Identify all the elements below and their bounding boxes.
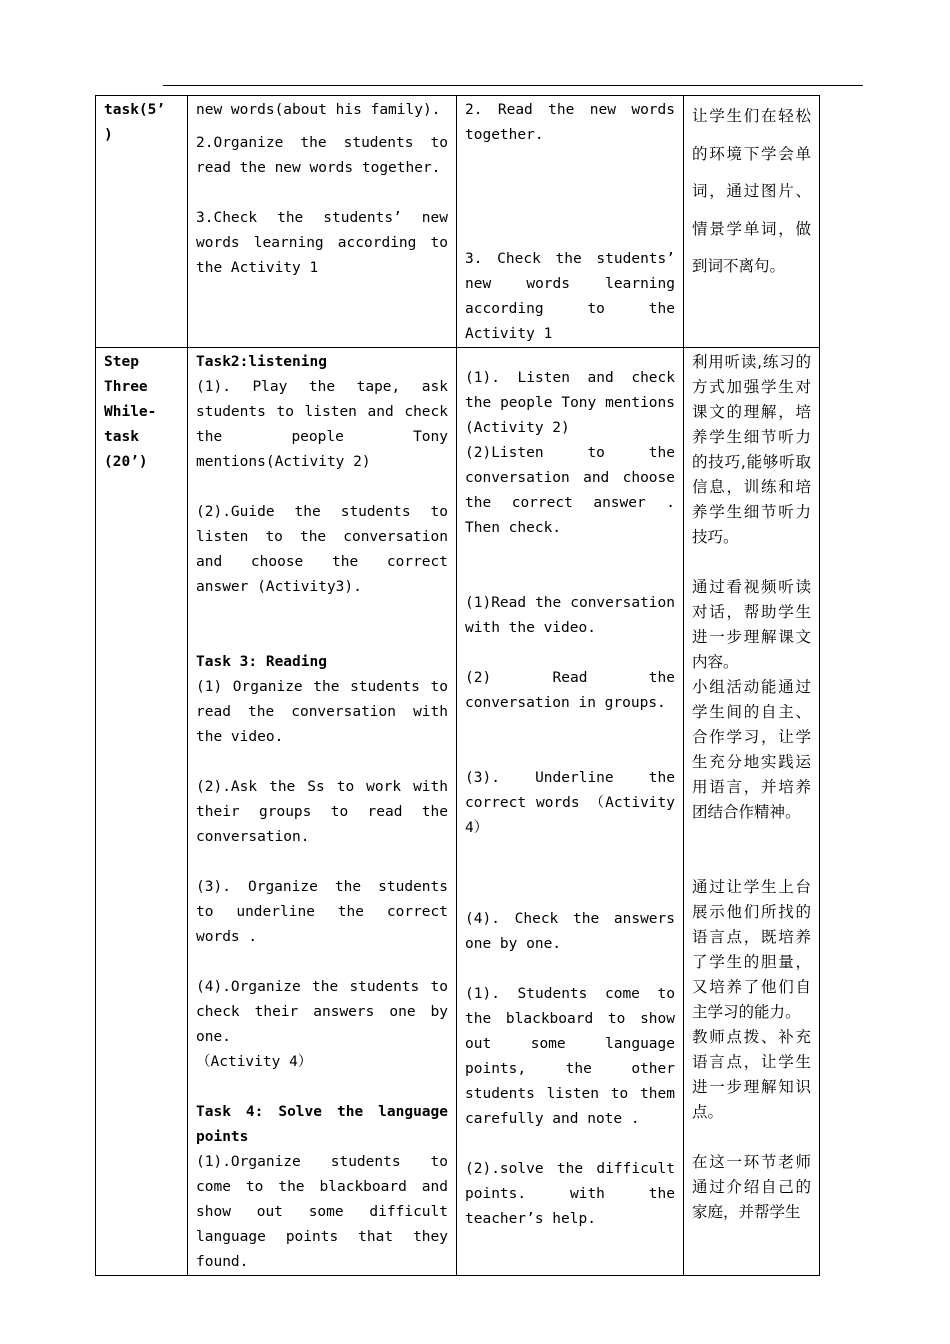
teacher-activity-text: (1).Organize students to come to the blackboard and show out some difficult language points that they found. [196,1154,448,1270]
teacher-activity-cell [188,96,457,348]
purpose-text: 小组活动能通过学生间的自主、合作学习，让学生充分地实践运用语言，并培养团结合作精神。 [692,678,811,821]
student-activity-cell [457,96,684,348]
student-activity-text: (1). Listen and check the people Tony mentions (Activity 2) [465,370,675,436]
step-text: (20’) [104,454,148,470]
teacher-activity-text: (1) Organize the students to read the conversation with the video. [196,679,448,745]
step-text: ) [104,127,113,143]
student-activity-text: 3. Check the students’ new words learning according to the Activity 1 [465,251,675,342]
step-text: While- [104,404,157,420]
teacher-activity-text: 2.Organize the students to read the new words together. [196,135,448,176]
purpose-text: 利用听读,练习的方式加强学生对课文的理解，培养学生细节听力的技巧,能够听取信息，训练和培养学生细节听力技巧。 [692,353,811,546]
step-text: task(5’ [104,102,166,118]
teacher-activity-text: 3.Check the students’ new words learning according to the Activity 1 [196,210,448,276]
step-text: Three [104,379,148,395]
teacher-activity-text: new words(about his family). [196,102,441,118]
student-activity-text: (2) Read the conversation in groups. [465,670,675,711]
purpose-text: 在这一环节老师通过介绍自己的家庭，并帮学生 [692,1153,811,1221]
step-text: Step [104,354,139,370]
purpose-text: 通过看视频听读对话，帮助学生进一步理解课文内容。 [692,578,811,671]
purpose-cell [684,96,820,348]
student-activity-text: 2. Read the new words together. [465,102,675,143]
task-heading: Task 3: Reading [196,654,327,670]
task-heading: Task 4: Solve the language points [196,1104,448,1145]
teacher-activity-cell [188,348,457,1276]
table-row [96,348,820,1276]
student-activity-text: (1)Read the conversation with the video. [465,595,675,636]
teacher-activity-text: (1). Play the tape, ask students to listen and check the people Tony mentions(Activity 2) [196,379,448,470]
student-activity-text: (3). Underline the correct words （Activity 4） [465,770,675,836]
teacher-activity-text: （Activity 4） [196,1054,313,1070]
purpose-text: 通过让学生上台展示他们所找的语言点，既培养了学生的胆量，又培养了他们自主学习的能力。 [692,878,811,1021]
header-rule [163,85,863,86]
task-heading: Task2:listening [196,354,327,370]
teacher-activity-text: (3). Organize the students to underline the correct words . [196,879,448,945]
purpose-cell [684,348,820,1276]
step-cell [96,348,188,1276]
lesson-plan-table [95,95,820,1276]
student-activity-cell [457,348,684,1276]
teacher-activity-text: (4).Organize the students to check their answers one by one. [196,979,448,1045]
student-activity-text: (2)Listen to the conversation and choose the correct answer . Then check. [465,445,675,536]
step-text: task [104,429,139,445]
teacher-activity-text: (2).Ask the Ss to work with their groups to read the conversation. [196,779,448,845]
purpose-text: 让学生们在轻松的环境下学会单词，通过图片、情景学单词，做到词不离句。 [692,107,811,275]
table-row [96,96,820,348]
purpose-text: 教师点拨、补充语言点，让学生进一步理解知识点。 [692,1028,811,1121]
step-cell [96,96,188,348]
student-activity-text: (2).solve the difficult points. with the teacher’s help. [465,1161,675,1227]
teacher-activity-text: (2).Guide the students to listen to the conversation and choose the correct answer (Activity3). [196,504,448,595]
student-activity-text: (1). Students come to the blackboard to show out some language points, the other students listen to them carefully and note . [465,986,675,1127]
student-activity-text: (4). Check the answers one by one. [465,911,675,952]
